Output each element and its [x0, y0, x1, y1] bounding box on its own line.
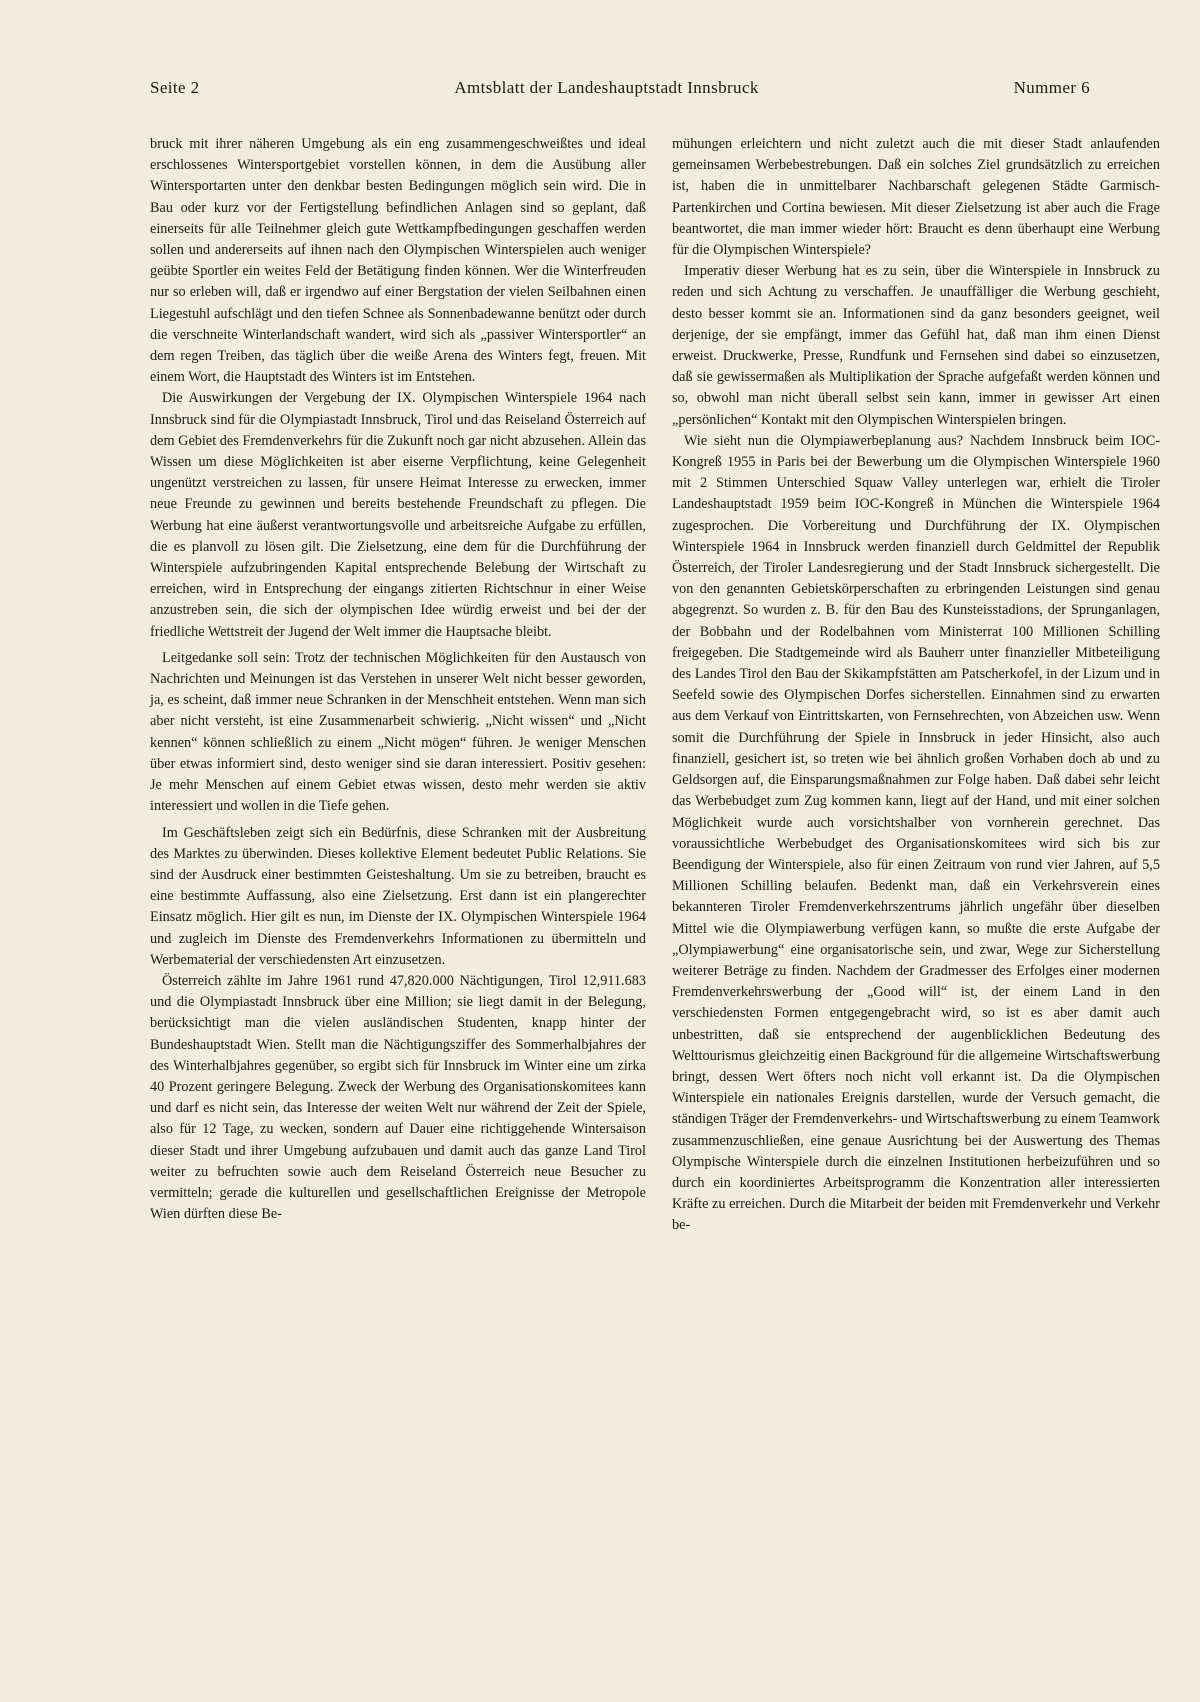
- running-head: [150, 78, 1090, 98]
- paragraph: Die Auswirkungen der Vergebung der IX. Olympischen Winterspiele 1964 nach Innsbruck sind für die Olympiastadt Innsbruck, Tirol und das Reiseland Österreich auf dem Gebiet des Fremdenverkehrs für die Zukunft noch gar nicht abzusehen. Allein das Wissen um diese Möglichkeiten ist aber eiserne Verpflichtung, keine Gelegenheit ungenützt verstreichen zu lassen, für unsere Heimat Interesse zu erwecken, immer neue Freunde zu gewinnen und bereits bestehende Freundschaft zu pflegen. Die Werbung hat eine äußerst verantwortungsvolle und arbeitsreiche Aufgabe zu erfüllen, die es planvoll zu lösen gilt. Die Zielsetzung, eine dem für die Durchführung der Winterspiele aufzubringenden Kapital entsprechende Belebung der Wirtschaft zu erreichen, wird in Entsprechung der eingangs zitierten Richtschnur in einer Weise anzustreben sein, die sich der olympischen Idee würdig erweist und bei der der friedliche Wettstreit der Jugend der Welt immer die Hauptsache bleibt.: [150, 390, 646, 640]
- paragraph: bruck mit ihrer näheren Umgebung als ein eng zusammengeschweißtes und ideal erschlossenes Wintersportgebiet vorstellen können, in dem die Ausübung aller Wintersportarten unter den denkbar besten Bedingungen möglich sein wird. Die in Bau oder kurz vor der Fertigstellung befindlichen Anlagen sind so geplant, daß einerseits für alle Teilnehmer gleich gute Wettkampfbedingungen geschaffen werden sollen und andererseits auf ihnen nach den Olympischen Winterspielen auch weniger geübte Sportler ein weites Feld der Betätigung finden können. Wer die Winterfreuden nur so erleben will, daß er irgendwo auf einer Bergstation der vielen Seilbahnen einen Liegestuhl aufschlägt und den tiefen Schnee als Sonnenbadewanne benützt oder durch die verschneite Winterlandschaft wandert, wird sich als „passiver Wintersportler“ an dem regen Treiben, das täglich über die weiße Arena des Winters fegt, freuen. Mit einem Wort, die Hauptstadt des Winters ist im Entstehen.: [150, 136, 646, 386]
- paragraph: Im Geschäftsleben zeigt sich ein Bedürfnis, diese Schranken mit der Ausbreitung des Marktes zu überwinden. Dieses kollektive Element bedeutet Public Relations. Sie sind der Ausdruck einer bestimmten Geisteshaltung. Um sie zu betreiben, braucht es eine bestimmte Auffassung, also eine Zielsetzung. Erst dann ist ein plangerechter Einsatz möglich. Hier gilt es nun, im Dienste der IX. Olympischen Winterspiele 1964 und zugleich im Dienste des Fremdenverkehrs Informationen zu übermitteln und Werbematerial der verschiedensten Art einzusetzen.: [150, 824, 646, 968]
- issue-number: Nummer 6: [1013, 78, 1090, 97]
- right-column: [672, 134, 1160, 1237]
- paragraph: Leitgedanke soll sein: Trotz der technischen Möglichkeiten für den Austausch von Nachrichten und Meinungen ist das Verstehen in unserer Welt nicht besser geworden, ja, es scheint, daß immer neue Schranken in der Menschheit entstehen. Wenn man sich aber nicht versteht, ist eine Zusammenarbeit schwierig. „Nicht wissen“ und „Nicht kennen“ können schließlich zu einem „Nicht mögen“ führen. Je weniger Menschen über etwas informiert sind, desto weniger sind sie daran interessiert. Positiv gesehen: Je mehr Menschen auf einem Gebiet etwas wissen, desto mehr werden sie aktiv interessiert und wollen in die Tiefe gehen.: [150, 649, 646, 815]
- paragraph: Österreich zählte im Jahre 1961 rund 47,820.000 Nächtigungen, Tirol 12,911.683 und die Olympiastadt Innsbruck über eine Million; sie liegt damit in der Belegung, berücksichtigt man die vielen ausländischen Studenten, knapp hinter der Bundeshauptstadt Wien. Stellt man die Nächtigungsziffer des Sommerhalbjahres der des Winterhalbjahres gegenüber, so ergibt sich für Innsbruck im Winter eine um zirka 40 Prozent geringere Belegung. Zweck der Werbung des Organisationskomitees kann und darf es nicht sein, das Interesse der weiten Welt nur während der Zeit der Spiele, also für 12 Tage, zu wecken, sondern auf Dauer eine richtiggehende Wintersaison dieser Stadt und ihrer Umgebung aufzubauen und damit auch das ganze Land Tirol weiter zu befruchten sowie auch dem Reiseland Österreich neue Besucher zu vermitteln; gerade die kulturellen und gesellschaftlichen Ereignisse der Metropole Wien dürften diese Be-: [150, 972, 646, 1223]
- page-number: Seite 2: [150, 78, 200, 97]
- paragraph: Imperativ dieser Werbung hat es zu sein, über die Winterspiele in Innsbruck zu reden und sich Achtung zu verschaffen. Je unauffälliger die Werbung geschieht, desto besser kommt sie an. Informationen sind da ganz besonders geeignet, weil derjenige, der sie empfängt, immer das Gefühl hat, daß man ihm einen Dienst erweist. Druckwerke, Presse, Rundfunk und Fernsehen sind dabei so einzusetzen, daß sie gewissermaßen als Multiplikation der Sprache aufgefaßt werden können und so, obwohl man nicht überall selbst sein kann, immer in gewisser Art einen „persönlichen“ Kontakt mit den Olympischen Winterspielen bringen.: [672, 263, 1160, 428]
- publication-title: Amtsblatt der Landeshauptstadt Innsbruck: [454, 78, 759, 97]
- paragraph: Wie sieht nun die Olympiawerbeplanung aus? Nachdem Innsbruck beim IOC-Kongreß 1955 in Paris bei der Bewerbung um die Olympischen Winterspiele 1960 mit 2 Stimmen Unterschied Squaw Valley unterlegen war, erhielt die Tiroler Landeshauptstadt 1959 beim IOC-Kongreß in München die Winterspiele 1964 zugesprochen. Die Vorbereitung und Durchführung der IX. Olympischen Winterspiele 1964 in Innsbruck werden finanziell durch Geldmittel der Republik Österreich, der Tiroler Landesregierung und der Stadt Innsbruck sichergestellt. Die von den genannten Gebietskörperschaften zu erbringenden Leistungen sind genau abgegrenzt. So wurden z. B. für den Bau des Kunsteisstadions, der Sprunganlagen, der Bobbahn und der Rodelbahnen vom Ministerrat 100 Millionen Schilling freigegeben. Die Stadtgemeinde wird als Bauherr unter finanzieller Mitbeteiligung des Landes Tirol den Bau der Skikampfstätten am Patscherkofel, in der Lizum und in Seefeld sowie des Olympischen Dorfes sicherstellen. Einnahmen sind zu erwarten aus dem Verkauf von Eintrittskarten, von Fernsehrechten, von Abzeichen usw. Wenn somit die Durchführung der Spiele in Innsbruck in jeder Hinsicht, also auch finanziell, gesichert ist, so treten wie bei ähnlich großen Vorhaben doch ab und zu Geldsorgen auf, die Einsparungsmaßnahmen zur Folge haben. Daß dabei sehr leicht das Werbebudget zum Zug kommen kann, liegt auf der Hand, und mit einer solchen Möglichkeit wurde auch vorsichtshalber von vornherein gerechnet. Das voraussichtliche Werbebudget des Organisationskomitees wird sich bis zur Beendigung der Winterspiele, also für einen Zeitraum von rund vier Jahren, auf 5,5 Millionen Schilling belaufen. Bedenkt man, daß ein Verkehrsverein eines bekannteren Tiroler Fremdenverkehrszentrums jährlich ungefähr über dieselben Mittel wie die Olympiawerbung verfügen kann, so mußte die erste Aufgabe der „Olympiawerbung“ eine organisatorische sein, und zwar, Wege zur Sicherstellung weiterer Beträge zu finden. Nachdem der Gradmesser des Erfolges einer modernen Fremdenverkehrswerbung der „Good will“ ist, der einem Land in den verschiedensten Formen entgegengebracht wird, so ist es aber damit auch unbestritten, daß sie entsprechend der augenblicklichen Bedeutung des Welttourismus gleichzeitig einen Background für die allgemeine Wirtschaftswerbung bringt, dessen Wert öfters noch nicht voll erkannt ist. Da die Olympischen Winterspiele ein nationales Ereignis darstellen, wurde der Versuch gemacht, die ständigen Träger der Fremdenverkehrs- und Wirtschaftswerbung zu einem Teamwork zusammenzuschließen, eine genaue Ausrichtung bei der Auswertung des Themas Olympische Winterspiele durch die einzelnen Institutionen herbeizuführen und so durch ein koordiniertes Arbeitsprogramm die Konzentration aller interessierten Kräfte zu erreichen. Durch die Mitarbeit der beiden mit Fremdenverkehr und Verkehr be-: [672, 432, 1160, 1234]
- paragraph: mühungen erleichtern und nicht zuletzt auch die mit dieser Stadt anlaufenden gemeinsamen Werbebestrebungen. Daß ein solches Ziel grundsätzlich zu erreichen ist, haben die in unmittelbarer Nachbarschaft gelegenen Städte Garmisch-Partenkirchen und Cortina bewiesen. Mit dieser Zielsetzung ist aber auch die Frage beantwortet, die man immer wieder hört: Braucht es denn überhaupt eine Werbung für die Olympischen Winterspiele?: [672, 136, 1160, 259]
- left-column: [150, 134, 646, 1225]
